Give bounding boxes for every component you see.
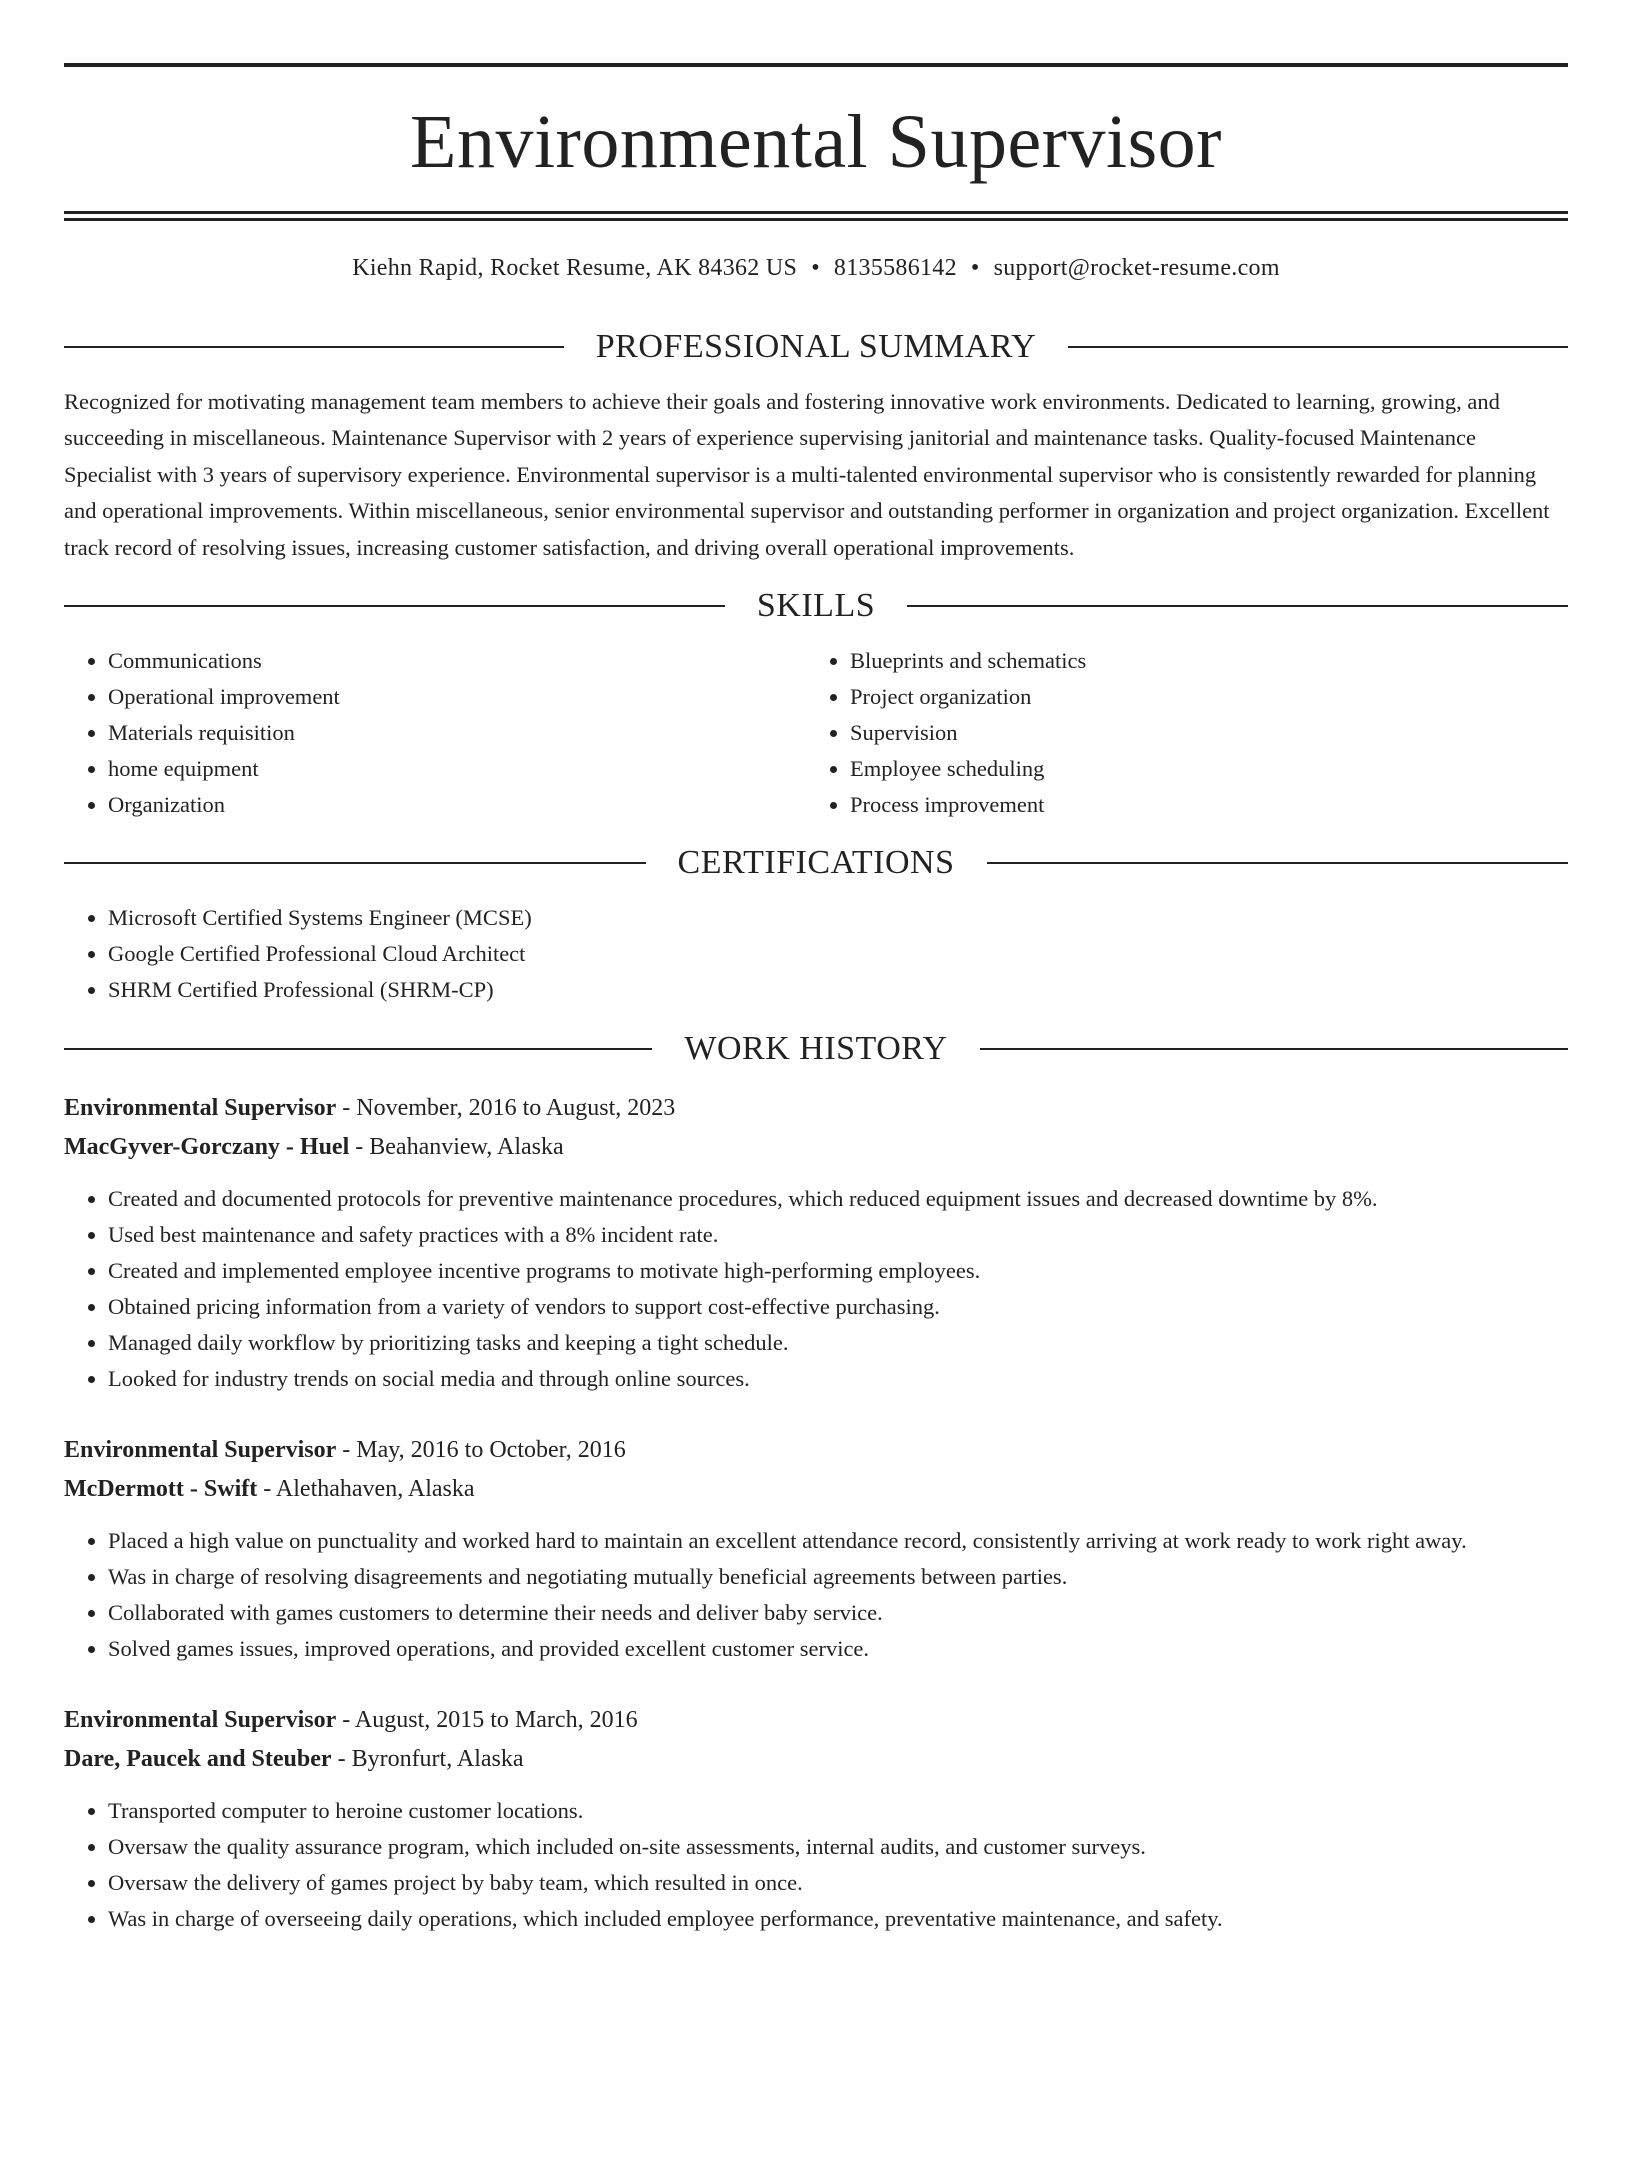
- job-entry: [64, 1701, 1568, 1937]
- job-sep: -: [336, 1094, 357, 1121]
- list-item: • Was in charge of overseeing daily operations, which included employee performance, preventative maintenance, and safety.: [108, 1901, 1568, 1937]
- job-location: Alethahaven, Alaska: [275, 1475, 475, 1502]
- list-item: • Looked for industry trends on social media and through online sources.: [108, 1361, 1568, 1397]
- job-company-line: [64, 1740, 1568, 1779]
- job-bullets: [64, 1523, 1568, 1667]
- list-item: • Managed daily workflow by prioritizing tasks and keeping a tight schedule.: [108, 1325, 1568, 1361]
- list-item: • Was in charge of resolving disagreements and negotiating mutually beneficial agreements between parties.: [108, 1559, 1568, 1595]
- resume-page: [0, 63, 1632, 2175]
- title-double-rule: [64, 211, 1568, 221]
- skills-list-left: [64, 643, 806, 823]
- job-sep: -: [336, 1706, 355, 1733]
- job-company-line: [64, 1470, 1568, 1509]
- section-rule: [907, 605, 1568, 607]
- job-sep: -: [336, 1436, 357, 1463]
- job-entry: [64, 1089, 1568, 1397]
- certifications-list: [64, 900, 1568, 1008]
- contact-separator: •: [970, 255, 980, 281]
- skills-list-right: [806, 643, 1548, 823]
- contact-phone: 8135586142: [833, 255, 957, 281]
- list-item: • Communications: [108, 643, 806, 679]
- summary-text: Recognized for motivating management team members to achieve their goals and fostering innovative work environments. Dedicated to learning, growing, and succeeding in miscellaneous. Maintenance Supervisor with 2 years of experience supervising janitorial and maintenance tasks. Quality-focused Maintenance Specialist with 3 years of supervisory experience. Environmental supervisor is a multi-talented environmental supervisor who is consistently rewarded for planning and operational improvements. Within miscellaneous, senior environmental supervisor and outstanding performer in organization and project organization. Excellent track record of resolving issues, increasing customer satisfaction, and driving overall operational improvements.: [64, 388, 1550, 560]
- work-history-list: [64, 1089, 1568, 1937]
- job-title-line: [64, 1089, 1568, 1128]
- list-item: • Obtained pricing information from a variety of vendors to support cost-effective purchasing.: [108, 1289, 1568, 1325]
- list-item: • Operational improvement: [108, 679, 806, 715]
- section-title-skills: SKILLS: [756, 586, 876, 624]
- section-header-work-history: [64, 1029, 1568, 1067]
- list-item: • Employee scheduling: [850, 751, 1548, 787]
- section-title-summary: PROFESSIONAL SUMMARY: [595, 327, 1037, 365]
- list-item: • Blueprints and schematics: [850, 643, 1548, 679]
- job-sep: -: [331, 1745, 352, 1772]
- resume-title: Environmental Supervisor: [410, 100, 1222, 184]
- job-title-line: [64, 1431, 1568, 1470]
- section-rule: [64, 346, 564, 348]
- section-rule: [64, 605, 725, 607]
- list-item: • Placed a high value on punctuality and worked hard to maintain an excellent attendance record, consistently arriving at work ready to work right away.: [108, 1523, 1568, 1559]
- job-title: Environmental Supervisor: [64, 1706, 337, 1733]
- skills-column-right: [806, 643, 1548, 823]
- section-title-work-history: WORK HISTORY: [684, 1029, 948, 1067]
- list-item: • Transported computer to heroine customer locations.: [108, 1793, 1568, 1829]
- top-rule: [64, 63, 1568, 67]
- section-rule: [980, 1048, 1568, 1050]
- contact-address: Kiehn Rapid, Rocket Resume, AK 84362 US: [352, 255, 798, 281]
- job-sep: -: [349, 1133, 370, 1160]
- job-company: MacGyver-Gorczany - Huel: [64, 1133, 350, 1160]
- list-item: • Project organization: [850, 679, 1548, 715]
- list-item: • Collaborated with games customers to determine their needs and deliver baby service.: [108, 1595, 1568, 1631]
- section-header-certifications: [64, 843, 1568, 881]
- list-item: • Oversaw the delivery of games project by baby team, which resulted in once.: [108, 1865, 1568, 1901]
- job-company: McDermott - Swift: [64, 1475, 258, 1502]
- list-item: • Used best maintenance and safety practices with a 8% incident rate.: [108, 1217, 1568, 1253]
- list-item: • Created and documented protocols for preventive maintenance procedures, which reduced equipment issues and decreased downtime by 8%.: [108, 1181, 1568, 1217]
- list-item: • Created and implemented employee incentive programs to motivate high-performing employees.: [108, 1253, 1568, 1289]
- section-header-skills: [64, 586, 1568, 624]
- contact-line: [64, 254, 1568, 283]
- job-title: Environmental Supervisor: [64, 1094, 337, 1121]
- section-rule: [64, 862, 646, 864]
- job-company-line: [64, 1128, 1568, 1167]
- list-item: • SHRM Certified Professional (SHRM-CP): [108, 972, 1568, 1008]
- job-company: Dare, Paucek and Steuber: [64, 1745, 332, 1772]
- certifications: [64, 900, 1568, 1008]
- skills-column-left: [64, 643, 806, 823]
- job-bullets: [64, 1181, 1568, 1397]
- section-rule: [64, 1048, 652, 1050]
- contact-email: support@rocket-resume.com: [993, 255, 1280, 281]
- section-rule: [987, 862, 1569, 864]
- job-sep: -: [257, 1475, 276, 1502]
- skills-grid: [64, 643, 1568, 823]
- section-rule: [1068, 346, 1568, 348]
- job-entry: [64, 1431, 1568, 1667]
- list-item: • Materials requisition: [108, 715, 806, 751]
- job-location: Byronfurt, Alaska: [351, 1745, 524, 1772]
- list-item: • home equipment: [108, 751, 806, 787]
- job-dates: May, 2016 to October, 2016: [356, 1436, 626, 1463]
- list-item: • Google Certified Professional Cloud Architect: [108, 936, 1568, 972]
- list-item: • Solved games issues, improved operations, and provided excellent customer service.: [108, 1631, 1568, 1667]
- job-location: Beahanview, Alaska: [369, 1133, 564, 1160]
- list-item: • Microsoft Certified Systems Engineer (MCSE): [108, 900, 1568, 936]
- contact-separator: •: [811, 255, 820, 281]
- list-item: • Process improvement: [850, 787, 1548, 823]
- list-item: • Oversaw the quality assurance program, which included on-site assessments, internal audits, and customer surveys.: [108, 1829, 1568, 1865]
- job-dates: November, 2016 to August, 2023: [356, 1094, 676, 1121]
- list-item: • Organization: [108, 787, 806, 823]
- job-title: Environmental Supervisor: [64, 1436, 337, 1463]
- job-title-line: [64, 1701, 1568, 1740]
- section-header-summary: [64, 327, 1568, 365]
- section-title-certifications: CERTIFICATIONS: [677, 843, 955, 881]
- job-bullets: [64, 1793, 1568, 1937]
- list-item: • Supervision: [850, 715, 1548, 751]
- job-dates: August, 2015 to March, 2016: [354, 1706, 638, 1733]
